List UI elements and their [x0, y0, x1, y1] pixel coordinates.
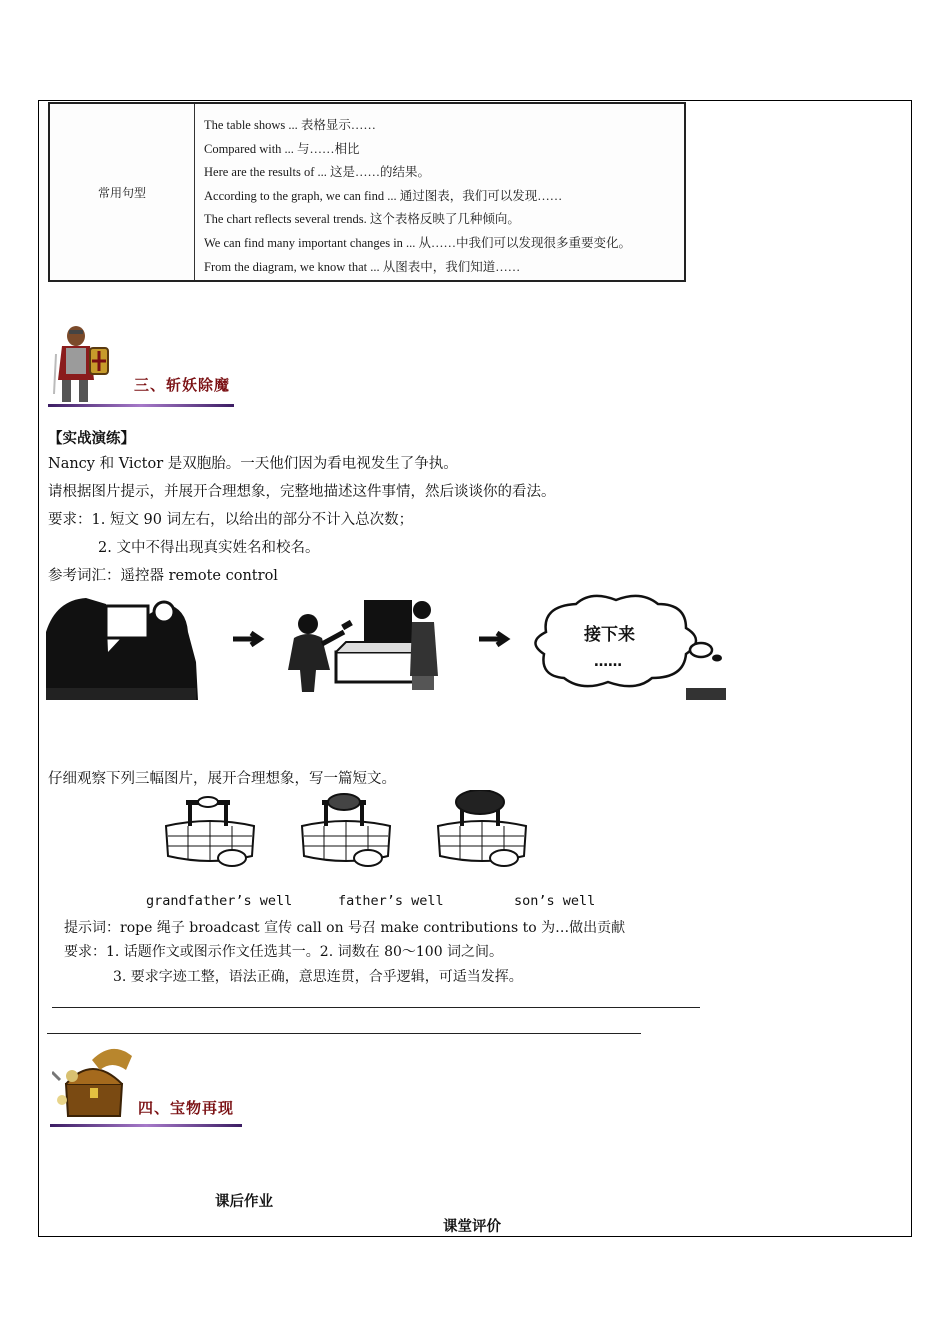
practice-line: 2. 文中不得出现真实姓名和校名。 [98, 540, 320, 556]
phrase-row: The table shows ... 表格显示…… [204, 118, 376, 132]
essay2-hint: 提示词：rope 绳子 broadcast 宣传 call on 号召 make contributions to 为…做出贡献 [64, 920, 626, 936]
panel-watching-tv [46, 598, 198, 700]
evaluation-label: 课堂评价 [443, 1219, 501, 1235]
thought-bubble [535, 596, 726, 700]
well-caption: grandfather’s well [146, 893, 293, 909]
grandfather-well-picture [166, 797, 254, 866]
well-caption: father’s well [338, 893, 444, 909]
bubble-dots: …… [594, 654, 622, 670]
phrase-row: From the diagram, we know that ... 从图表中，我们知道…… [204, 259, 521, 274]
essay2-intro: 仔细观察下列三幅图片，展开合理想象，写一篇短文。 [48, 771, 396, 787]
practice-line: 请根据图片提示，并展开合理想象，完整地描述这件事情，然后谈谈你的看法。 [48, 484, 556, 500]
phrase-row: Compared with ... 与……相比 [204, 141, 360, 156]
practice-line: 要求：1. 短文 90 词左右，以给出的部分不计入总次数； [48, 512, 414, 528]
section3-header [48, 322, 243, 412]
bubble-text: 接下来 [584, 625, 635, 645]
section3-title: 三、斩妖除魔 [134, 376, 231, 394]
father-well-picture [302, 794, 390, 866]
practice-line: Nancy 和 Victor 是双胞胎。一天他们因为看电视发生了争执。 [48, 456, 458, 472]
homework-label: 课后作业 [215, 1194, 273, 1210]
phrase-table [48, 102, 686, 282]
phrase-table-rows [204, 114, 631, 279]
tv-quarrel-picture-strip [46, 592, 726, 702]
phrase-row: According to the graph, we can find ... 通过图表，我们可以发现…… [204, 188, 563, 203]
section3-underline [48, 404, 234, 407]
section4-underline [50, 1124, 242, 1127]
section4-title: 四、宝物再现 [138, 1099, 235, 1117]
phrase-row: The chart reflects several trends. 这个表格反映了几种倾向。 [204, 212, 520, 227]
son-well-picture [438, 790, 526, 866]
knight-icon [52, 324, 114, 406]
phrase-row: Here are the results of ... 这是……的结果。 [204, 165, 430, 180]
wells-picture-strip [158, 790, 548, 870]
essay2-req2: 3. 要求字迹工整，语法正确，意思连贯，合乎逻辑，可适当发挥。 [113, 969, 523, 985]
phrase-row: We can find many important changes in ... 从……中我们可以发现很多重要变化。 [204, 235, 632, 250]
treasure-chest-icon [52, 1040, 142, 1124]
section4-header [48, 1040, 248, 1130]
writing-line [47, 1033, 641, 1034]
writing-line [52, 1007, 700, 1008]
essay2-req1: 要求：1. 话题作文或图示作文任选其一。2. 词数在 80～100 词之间。 [64, 944, 504, 960]
phrase-table-category: 常用句型 [97, 186, 146, 200]
well-caption: son’s well [514, 893, 596, 909]
practice-heading: 【实战演练】 [48, 431, 135, 447]
practice-line: 参考词汇：遥控器 remote control [48, 568, 278, 584]
phrase-table-category-cell [50, 104, 195, 280]
panel-remote-fight [288, 600, 438, 692]
